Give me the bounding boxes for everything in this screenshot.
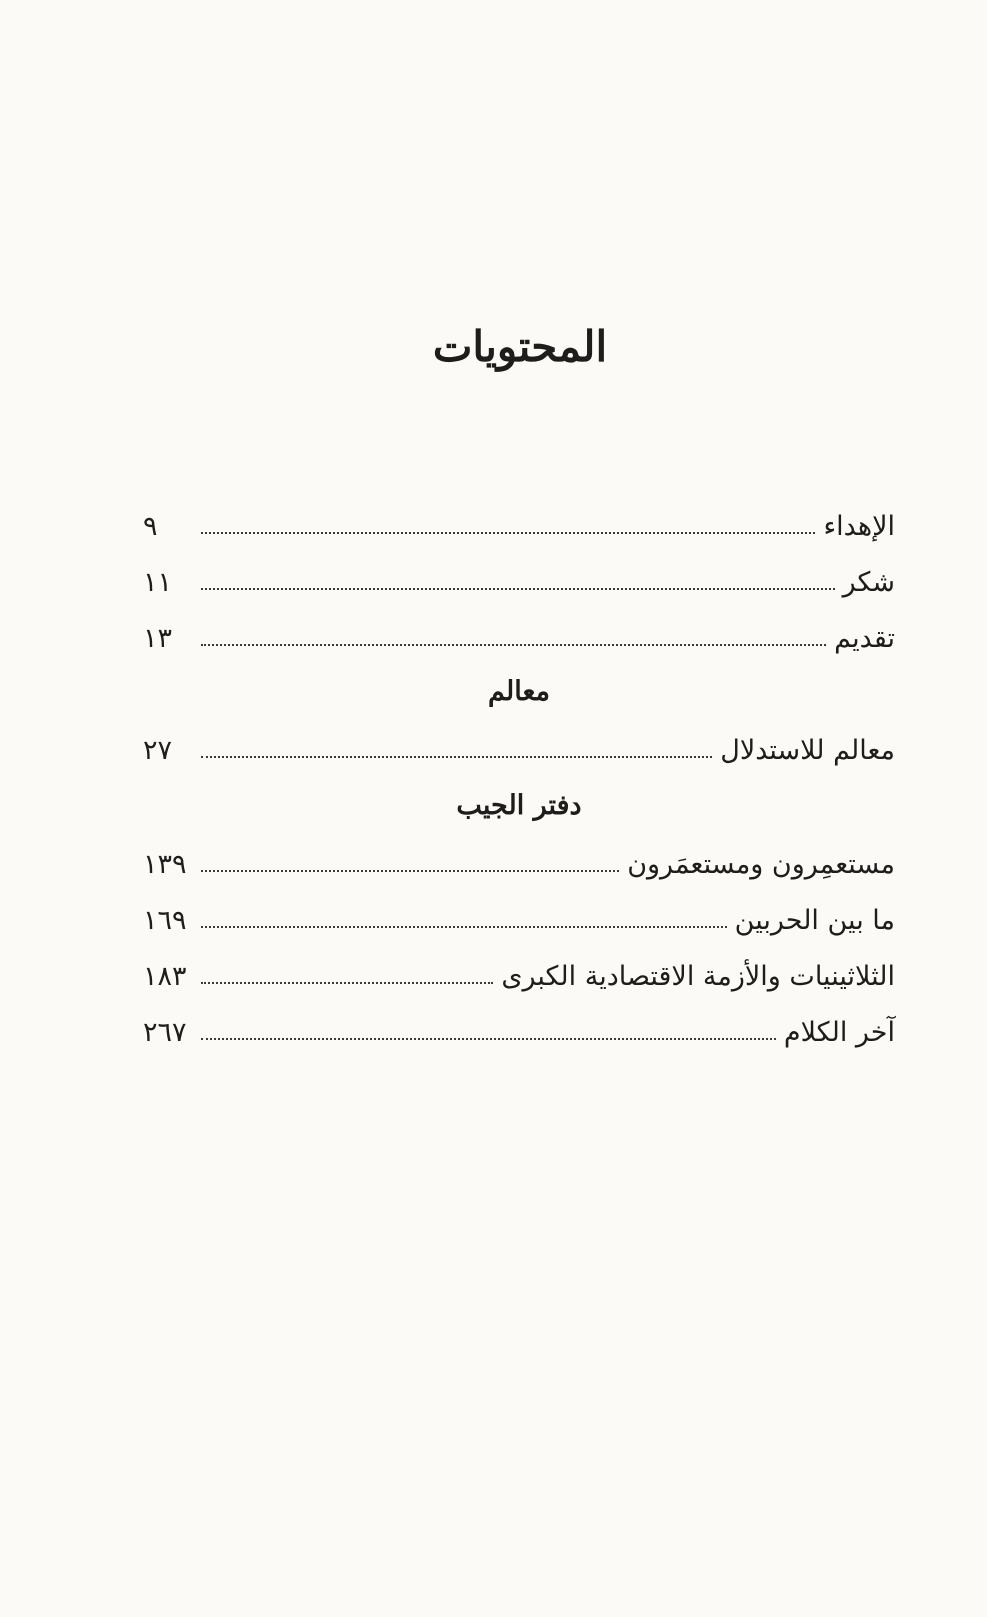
section-heading: معالم [488,676,550,707]
dot-leader [201,982,493,984]
dot-leader [201,588,835,590]
toc-entry-page: ٢٦٧ [143,1017,187,1048]
toc-entry-page: ٩ [143,511,158,542]
toc-entry [143,950,895,994]
dot-leader [201,1038,776,1040]
toc-entry [143,500,895,544]
dot-leader [201,532,815,534]
toc-entry-label: آخر الكلام [783,1017,895,1048]
toc-entry-label: الإهداء [823,511,895,542]
toc-entry [143,1006,895,1050]
toc-entry-label: ما بين الحربين [734,905,895,936]
toc-entry-label: معالم للاستدلال [720,735,895,766]
dot-leader [201,756,712,758]
toc-entry-label: الثلاثينيات والأزمة الاقتصادية الكبرى [501,961,895,992]
toc-entry-page: ١١ [143,567,173,598]
toc-entry [143,556,895,600]
toc-entry-label: مستعمِرون ومستعمَرون [627,849,895,880]
toc-entry-label: تقديم [834,623,895,654]
toc-entry-page: ٢٧ [143,735,173,766]
page-title: المحتويات [432,322,608,371]
toc-entry [143,612,895,656]
toc-entry [143,838,895,882]
toc-entry-page: ١٦٩ [143,905,187,936]
toc-entry-page: ١٨٣ [143,961,187,992]
dot-leader [201,926,727,928]
toc-entry-page: ١٣٩ [143,849,187,880]
section-heading: دفتر الجيب [456,790,582,821]
dot-leader [201,644,826,646]
dot-leader [201,870,619,872]
toc-entry-label: شكر [842,567,895,598]
toc-entry-page: ١٣ [143,623,173,654]
toc-entry [143,724,895,768]
toc-entry [143,894,895,938]
